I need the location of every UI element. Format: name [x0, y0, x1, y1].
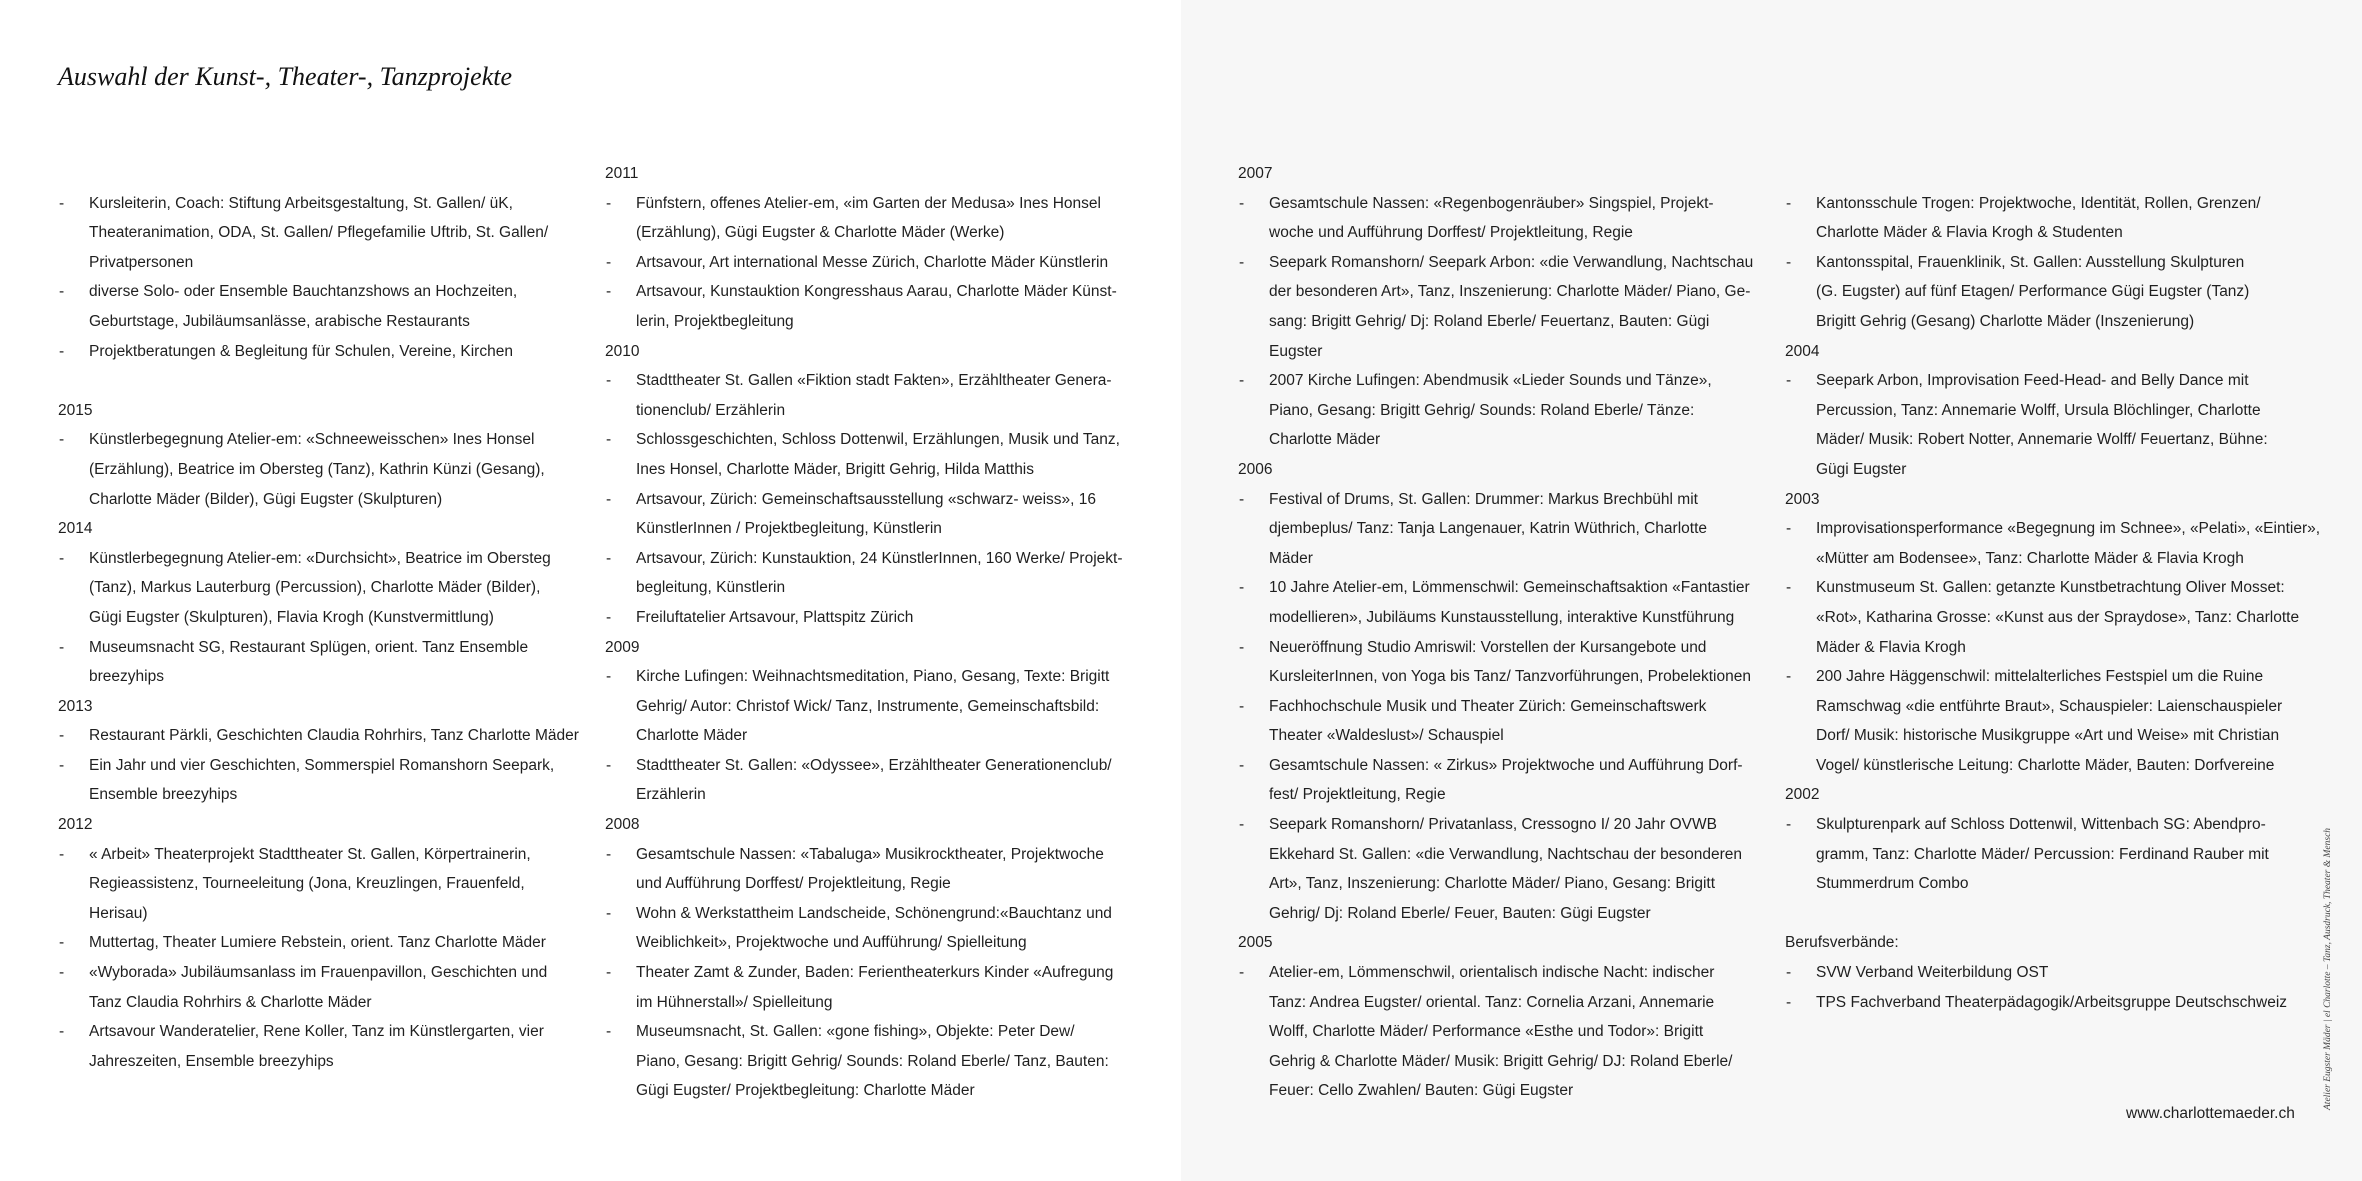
list-item-line: Theateranimation, ODA, St. Gallen/ Pflegefamilie Uftrib, St. Gallen/	[89, 224, 549, 242]
list-item-line: Gügi Eugster (Skulpturen), Flavia Krogh (Kunstvermittlung)	[89, 608, 494, 626]
list-item-line: Herisau)	[89, 904, 148, 922]
list-item	[58, 751, 579, 810]
list-item-line: woche und Aufführung Dorffest/ Projektleitung, Regie	[1269, 224, 1633, 242]
year-heading: 2010	[605, 342, 640, 360]
list-item-line: Eugster	[1269, 342, 1323, 360]
list-item	[1785, 988, 2320, 1018]
list-item	[605, 840, 1123, 899]
list-item-line: - Artsavour, Zürich: Gemeinschaftsausstellung «schwarz- weiss», 16	[636, 490, 1097, 508]
list-item-line: djembeplus/ Tanz: Tanja Langenauer, Katrin Wüthrich, Charlotte	[1269, 520, 1707, 538]
list-item-line: - Wohn & Werkstattheim Landscheide, Schönengrund:«Bauchtanz und	[636, 904, 1112, 922]
list-item	[605, 248, 1123, 278]
list-item-line: Regieassistenz, Tourneeleitung (Jona, Kreuzlingen, Frauenfeld,	[89, 875, 525, 893]
list-item-line: - Künstlerbegegnung Atelier-em: «Durchsicht», Beatrice im Obersteg	[89, 549, 551, 567]
list-item-line: Ines Honsel, Charlotte Mäder, Brigitt Gehrig, Hilda Matthis	[636, 460, 1035, 478]
list-item-line: - Gesamtschule Nassen: « Zirkus» Projektwoche und Aufführung Dorf-	[1269, 756, 1743, 774]
year-heading: 2012	[58, 816, 93, 834]
list-item	[1238, 248, 1753, 366]
list-item-line: - Artsavour Wanderatelier, Rene Koller, Tanz im Künstlergarten, vier	[89, 1023, 544, 1041]
list-item-line: - Atelier-em, Lömmenschwil, orientalisch indische Nacht: indischer	[1269, 964, 1715, 982]
list-item	[605, 958, 1123, 1017]
list-item-line: im Hühnerstall»/ Spielleitung	[636, 993, 833, 1011]
year-heading: 2009	[605, 638, 640, 656]
list-item-line: - Fachhochschule Musik und Theater Zürich: Gemeinschaftswerk	[1269, 697, 1707, 715]
section-label: Berufsverbände:	[1785, 934, 1899, 952]
list-item	[1785, 958, 2320, 988]
list-item-line: Dorf/ Musik: historische Musikgruppe «Art und Weise» mit Christian	[1816, 727, 2280, 745]
list-item-line: Mäder/ Musik: Robert Notter, Annemarie Wolff/ Feuertanz, Bühne:	[1816, 431, 2268, 449]
list-item-line: Geburtstage, Jubiläumsanlässe, arabische Restaurants	[89, 312, 470, 330]
list-item	[58, 840, 579, 929]
list-item-line: Feuer: Cello Zwahlen/ Bauten: Gügi Eugster	[1269, 1082, 1574, 1100]
list-item-line: Erzählerin	[636, 786, 706, 804]
list-item	[58, 425, 579, 514]
list-item-line: Ekkehard St. Gallen: «die Verwandlung, Nachtschau der besonderen	[1269, 845, 1743, 863]
list-item-line: der besonderen Art», Tanz, Inszenierung: Charlotte Mäder/ Piano, Ge-	[1269, 283, 1751, 301]
list-item-line: Privatpersonen	[89, 253, 194, 271]
list-item-line: tionenclub/ Erzählerin	[636, 401, 786, 419]
list-item-line: - 10 Jahre Atelier-em, Lömmenschwil: Gemeinschaftsaktion «Fantastier	[1269, 579, 1750, 597]
list-item-line: - Künstlerbegegnung Atelier-em: «Schneeweisschen» Ines Honsel	[89, 431, 535, 449]
list-item-line: - Seepark Romanshorn/ Seepark Arbon: «die Verwandlung, Nachtschau	[1269, 253, 1754, 271]
list-item	[58, 1017, 579, 1076]
list-item-line: - Projektberatungen & Begleitung für Schulen, Vereine, Kirchen	[89, 342, 513, 360]
list-item-line: - Kunstmuseum St. Gallen: getanzte Kunstbetrachtung Oliver Mosset:	[1816, 579, 2285, 597]
list-item-line: begleitung, Künstlerin	[636, 579, 786, 597]
list-item	[605, 425, 1123, 484]
list-item-line: - Freiluftatelier Artsavour, Plattspitz Zürich	[636, 608, 914, 626]
list-item-line: Charlotte Mäder & Flavia Krogh & Studenten	[1816, 224, 2123, 242]
list-item	[605, 603, 1123, 633]
list-item-line: Charlotte Mäder	[636, 727, 748, 745]
list-item-line: - Seepark Romanshorn/ Privatanlass, Cressogno I/ 20 Jahr OVWB	[1269, 816, 1717, 834]
year-heading: 2007	[1238, 165, 1273, 182]
list-item-line: Gehrig/ Dj: Roland Eberle/ Feuer, Bauten: Gügi Eugster	[1269, 904, 1651, 922]
spacer	[1785, 159, 2320, 189]
column-3	[1238, 159, 1753, 1106]
list-item	[58, 277, 579, 336]
list-item	[1238, 573, 1753, 632]
list-item-line: - 200 Jahre Häggenschwil: mittelalterliches Festspiel um die Ruine	[1816, 668, 2264, 686]
website-url: www.charlottemaeder.ch	[2126, 1105, 2295, 1122]
list-item-line: Ensemble breezyhips	[89, 786, 238, 804]
list-item-line: - « Arbeit» Theaterprojekt Stadttheater St. Gallen, Körpertrainerin,	[89, 845, 531, 863]
list-item-line: Stummerdrum Combo	[1816, 875, 1969, 893]
list-item-line: Mäder & Flavia Krogh	[1816, 638, 1966, 656]
year-heading: 2006	[1238, 460, 1273, 478]
list-item-line: - Fünfstern, offenes Atelier-em, «im Garten der Medusa» Ines Honsel	[636, 194, 1101, 212]
list-item-line: - 2007 Kirche Lufingen: Abendmusik «Lieder Sounds und Tänze»,	[1269, 372, 1712, 390]
page-title: Auswahl der Kunst-, Theater-, Tanzprojekte	[58, 62, 512, 91]
list-item	[1785, 366, 2320, 484]
list-item-line: Theater «Waldeslust»/ Schauspiel	[1269, 727, 1504, 745]
list-item-line: (Erzählung), Beatrice im Obersteg (Tanz), Kathrin Künzi (Gesang),	[89, 460, 545, 478]
list-item	[58, 544, 579, 633]
list-item-line: - «Wyborada» Jubiläumsanlass im Frauenpavillon, Geschichten und	[89, 964, 548, 982]
list-item-line: - Stadttheater St. Gallen «Fiktion stadt Fakten», Erzähltheater Genera-	[636, 372, 1112, 390]
list-item-line: - Stadttheater St. Gallen: «Odyssee», Erzähltheater Generationenclub/	[636, 756, 1112, 774]
list-item-line: Tanz Claudia Rohrhirs & Charlotte Mäder	[89, 993, 372, 1011]
list-item-line: - Museumsnacht SG, Restaurant Splügen, orient. Tanz Ensemble	[89, 638, 529, 656]
spacer	[58, 366, 579, 396]
list-item-line: KursleiterInnen, von Yoga bis Tanz/ Tanzvorführungen, Probelektionen	[1269, 668, 1751, 686]
list-item	[1238, 692, 1753, 751]
list-item	[605, 544, 1123, 603]
list-item	[605, 899, 1123, 958]
list-item-line: (Tanz), Markus Lauterburg (Percussion), Charlotte Mäder (Bilder),	[89, 579, 541, 597]
list-item	[605, 485, 1123, 544]
list-item	[58, 189, 579, 278]
list-item-line: - Kirche Lufingen: Weihnachtsmeditation, Piano, Gesang, Texte: Brigitt	[636, 668, 1110, 686]
list-item-line: lerin, Projektbegleitung	[636, 312, 794, 330]
list-item-line: - Museumsnacht, St. Gallen: «gone fishing», Objekte: Peter Dew/	[636, 1023, 1075, 1041]
list-item-line: - Seepark Arbon, Improvisation Feed-Head- and Belly Dance mit	[1816, 372, 2249, 390]
list-item-line: KünstlerInnen / Projektbegleitung, Künstlerin	[636, 520, 942, 538]
list-item-line: Charlotte Mäder	[1269, 431, 1381, 449]
list-item-line: sang: Brigitt Gehrig/ Dj: Roland Eberle/ Feuertanz, Bauten: Gügi	[1269, 312, 1710, 330]
list-item	[1238, 366, 1753, 455]
list-item	[605, 277, 1123, 336]
list-item-line: fest/ Projektleitung, Regie	[1269, 786, 1446, 804]
list-item	[1785, 573, 2320, 662]
list-item-line: (Erzählung), Gügi Eugster & Charlotte Mäder (Werke)	[636, 224, 1005, 242]
list-item-line: Gügi Eugster	[1816, 460, 1907, 478]
list-item-line: - Schlossgeschichten, Schloss Dottenwil, Erzählungen, Musik und Tanz,	[636, 431, 1120, 449]
list-item	[1785, 810, 2320, 899]
list-item-line: - Artsavour, Art international Messe Zürich, Charlotte Mäder Künstlerin	[636, 253, 1109, 271]
vertical-credit-label: Atelier Eugster Mäder | el Charlotte – Tanz, Ausdruck, Theater & Mensch	[2323, 827, 2333, 1110]
list-item-line: Piano, Gesang: Brigitt Gehrig/ Sounds: Roland Eberle/ Tänze:	[1269, 401, 1695, 419]
list-item	[605, 366, 1123, 425]
list-item-line: - Kantonsspital, Frauenklinik, St. Gallen: Ausstellung Skulpturen	[1816, 253, 2245, 271]
list-item-line: - Neueröffnung Studio Amriswil: Vorstellen der Kursangebote und	[1269, 638, 1707, 656]
year-heading: 2014	[58, 520, 93, 538]
list-item	[1238, 958, 1753, 1106]
list-item	[605, 662, 1123, 751]
column-1	[58, 159, 579, 1076]
list-item	[605, 751, 1123, 810]
list-item	[1785, 514, 2320, 573]
list-item-line: «Mütter am Bodensee», Tanz: Charlotte Mäder & Flavia Krogh	[1816, 549, 2244, 567]
list-item	[605, 1017, 1123, 1106]
list-item-line: (G. Eugster) auf fünf Etagen/ Performance Gügi Eugster (Tanz)	[1816, 283, 2250, 301]
list-item-line: - Theater Zamt & Zunder, Baden: Ferientheaterkurs Kinder «Aufregung	[636, 964, 1114, 982]
list-item	[1785, 248, 2320, 337]
list-item-line: - Artsavour, Kunstauktion Kongresshaus Aarau, Charlotte Mäder Künst-	[636, 283, 1117, 301]
list-item-line: Brigitt Gehrig (Gesang) Charlotte Mäder (Inszenierung)	[1816, 312, 2195, 330]
column-4	[1785, 159, 2320, 1017]
year-heading: 2013	[58, 697, 93, 715]
list-item	[58, 721, 579, 751]
list-item-line: - Kursleiterin, Coach: Stiftung Arbeitsgestaltung, St. Gallen/ üK,	[89, 194, 513, 212]
list-item-line: gramm, Tanz: Charlotte Mäder/ Percussion: Ferdinand Rauber mit	[1816, 845, 2269, 863]
list-item-line: Piano, Gesang: Brigitt Gehrig/ Sounds: Roland Eberle/ Tanz, Bauten:	[636, 1052, 1109, 1070]
list-item-line: - TPS Fachverband Theaterpädagogik/Arbeitsgruppe Deutschschweiz	[1816, 993, 2288, 1011]
list-item-line: Vogel/ künstlerische Leitung: Charlotte Mäder, Bauten: Dorfvereine	[1816, 756, 2275, 774]
list-item-line: Ramschwag «die entführte Braut», Schauspieler: Laienschauspieler	[1816, 697, 2283, 715]
list-item-line: - diverse Solo- oder Ensemble Bauchtanzshows an Hochzeiten,	[89, 283, 518, 301]
year-heading: 2011	[605, 165, 639, 182]
list-item-line: Mäder	[1269, 549, 1313, 567]
list-item-line: Gehrig/ Autor: Christof Wick/ Tanz, Instrumente, Gemeinschaftsbild:	[636, 697, 1100, 715]
list-item-line: - Muttertag, Theater Lumiere Rebstein, orient. Tanz Charlotte Mäder	[89, 934, 546, 952]
list-item	[1238, 485, 1753, 574]
year-heading: 2003	[1785, 490, 1820, 508]
list-item-line: Art», Tanz, Inszenierung: Charlotte Mäder/ Piano, Gesang: Brigitt	[1269, 875, 1716, 893]
list-item-line: Gehrig & Charlotte Mäder/ Musik: Brigitt Gehrig/ DJ: Roland Eberle/	[1269, 1052, 1733, 1070]
vertical-credit-text	[2323, 780, 2343, 1110]
list-item-line: - Restaurant Pärkli, Geschichten Claudia Rohrhirs, Tanz Charlotte Mäder	[89, 727, 579, 745]
year-heading: 2002	[1785, 786, 1820, 804]
list-item-line: Wolff, Charlotte Mäder/ Performance «Esthe und Todor»: Brigitt	[1269, 1023, 1704, 1041]
list-item	[58, 928, 579, 958]
list-item-line: - Ein Jahr und vier Geschichten, Sommerspiel Romanshorn Seepark,	[89, 756, 555, 774]
list-item-line: - Skulpturenpark auf Schloss Dottenwil, Wittenbach SG: Abendpro-	[1816, 816, 2266, 834]
list-item-line: Jahreszeiten, Ensemble breezyhips	[89, 1052, 334, 1070]
list-item	[58, 633, 579, 692]
list-item-line: - Artsavour, Zürich: Kunstauktion, 24 KünstlerInnen, 160 Werke/ Projekt-	[636, 549, 1123, 567]
list-item-line: Gügi Eugster/ Projektbegleitung: Charlotte Mäder	[636, 1082, 975, 1100]
list-item	[58, 337, 579, 367]
year-heading: 2005	[1238, 934, 1273, 952]
list-item	[1238, 751, 1753, 810]
list-item-line: Weiblichkeit», Projektwoche und Aufführung/ Spielleitung	[636, 934, 1027, 952]
list-item-line: - Festival of Drums, St. Gallen: Drummer: Markus Brechbühl mit	[1269, 490, 1698, 508]
list-item-line: - Kantonsschule Trogen: Projektwoche, Identität, Rollen, Grenzen/	[1816, 194, 2261, 212]
spacer	[58, 159, 579, 189]
list-item-line: Percussion, Tanz: Annemarie Wolff, Ursula Blöchlinger, Charlotte	[1816, 401, 2261, 419]
list-item-line: modellieren», Jubiläums Kunstausstellung, interaktive Kunstführung	[1269, 608, 1735, 626]
column-2	[605, 159, 1123, 1106]
year-heading: 2004	[1785, 342, 1820, 360]
list-item-line: breezyhips	[89, 668, 164, 686]
list-item-line: Charlotte Mäder (Bilder), Gügi Eugster (Skulpturen)	[89, 490, 443, 508]
list-item-line: - Gesamtschule Nassen: «Regenbogenräuber» Singspiel, Projekt-	[1269, 194, 1714, 212]
list-item-line: - Improvisationsperformance «Begegnung im Schnee», «Pelati», «Eintier»,	[1816, 520, 2321, 538]
list-item-line: und Aufführung Dorffest/ Projektleitung, Regie	[636, 875, 951, 893]
list-item-line: Tanz: Andrea Eugster/ oriental. Tanz: Cornelia Arzani, Annemarie	[1269, 993, 1715, 1011]
year-heading: 2015	[58, 401, 93, 419]
list-item-line: «Rot», Katharina Grosse: «Kunst aus der Spraydose», Tanz: Charlotte	[1816, 608, 2300, 626]
list-item-line: - SVW Verband Weiterbildung OST	[1816, 964, 2049, 982]
spacer	[1785, 899, 2320, 929]
list-item-line: - Gesamtschule Nassen: «Tabaluga» Musikrocktheater, Projektwoche	[636, 845, 1104, 863]
list-item	[58, 958, 579, 1017]
list-item	[1238, 810, 1753, 928]
list-item	[1238, 189, 1753, 248]
year-heading: 2008	[605, 816, 640, 834]
list-item	[1785, 189, 2320, 248]
list-item	[1785, 662, 2320, 780]
list-item	[605, 189, 1123, 248]
list-item	[1238, 633, 1753, 692]
